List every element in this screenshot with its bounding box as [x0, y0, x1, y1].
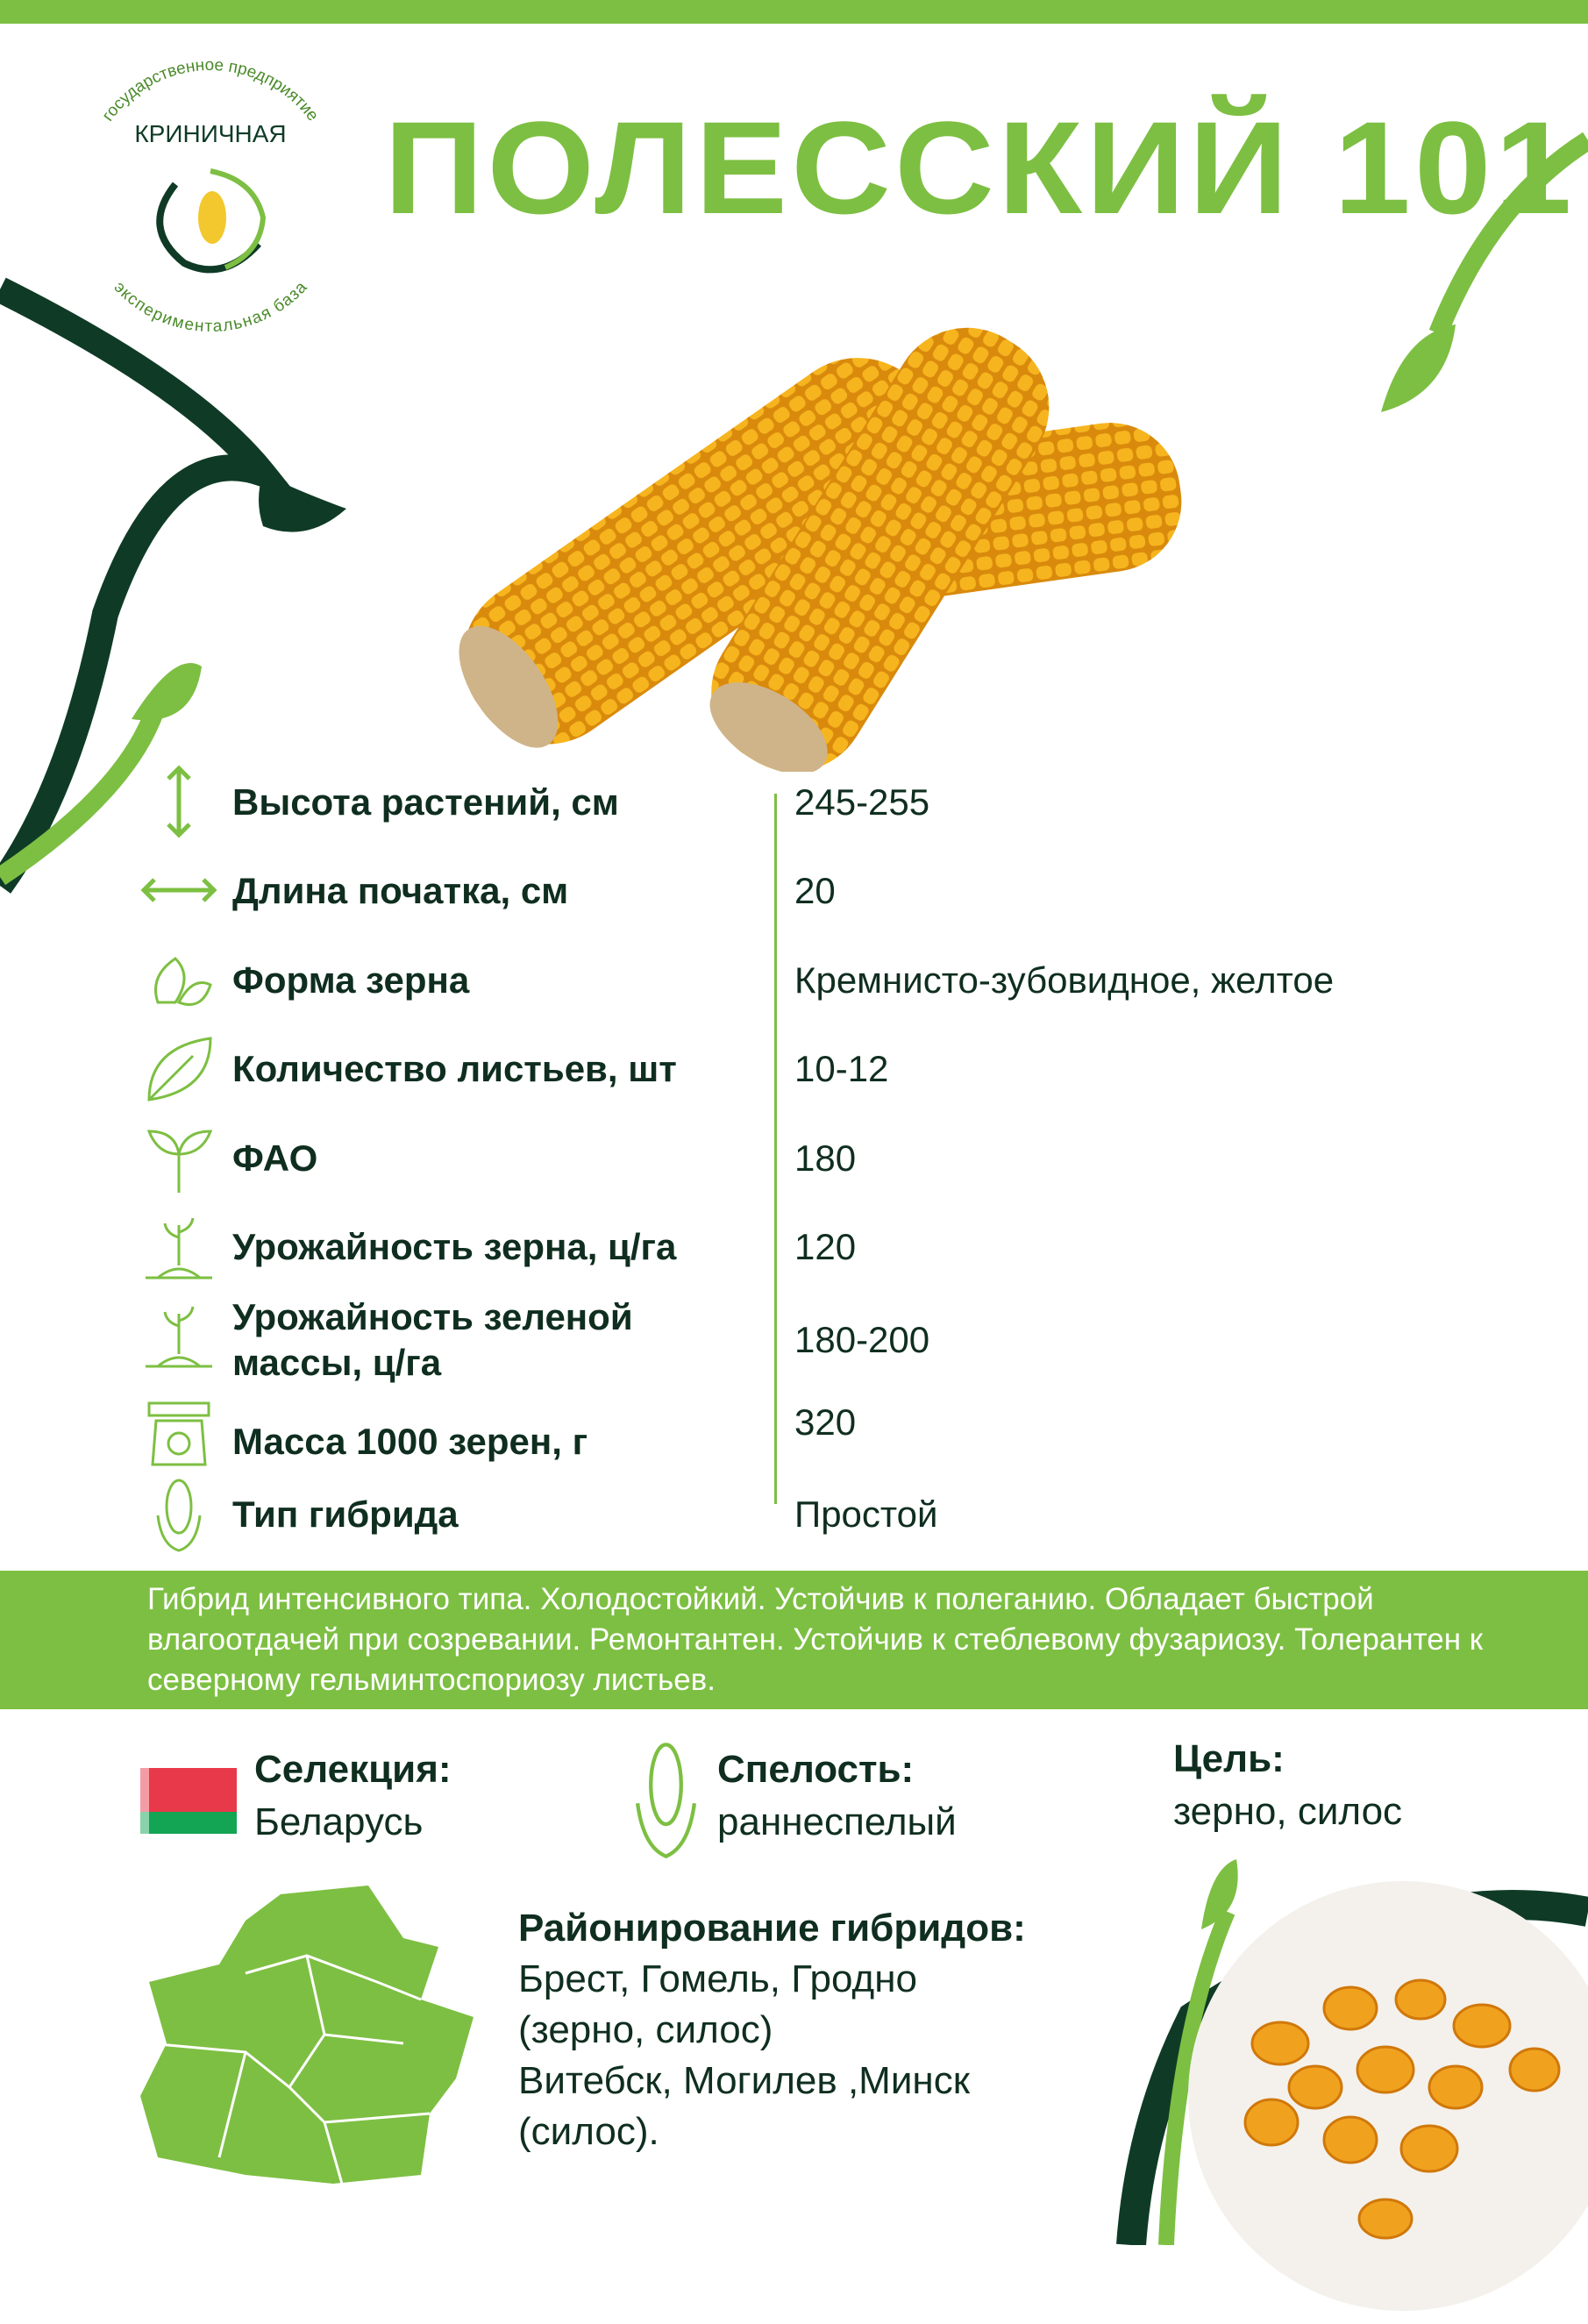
corn-icon	[624, 1741, 708, 1859]
belarus-flag-icon	[140, 1768, 237, 1834]
corn-cobs-image	[430, 219, 1210, 772]
seedling-icon	[140, 1296, 217, 1373]
zoning-block: Районирование гибридов: Брест, Гомель, Гродно (зерно, силос) Витебск, Могилев ,Минск (силос).	[518, 1907, 1026, 2153]
leaf-icon	[140, 1030, 217, 1107]
spec-row-ear-length: Длина початка, см 20	[140, 852, 1543, 930]
sprout-icon	[140, 1119, 217, 1196]
svg-text:экспериментальная база: экспериментальная база	[110, 278, 311, 337]
scale-icon	[140, 1394, 217, 1472]
seedling-icon	[140, 1208, 217, 1285]
spec-row-grain-yield: Урожайность зерна, ц/га 120	[140, 1208, 1543, 1287]
spec-row-fao: ФАО 180	[140, 1119, 1543, 1198]
ripeness-block: Спелость: раннеспелый	[717, 1748, 957, 1843]
svg-text:государственное предприятие: государственное предприятие	[98, 55, 323, 125]
belarus-regions-map	[140, 1886, 491, 2210]
description-text: Гибрид интенсивного типа. Холодостойкий. Устойчив к полеганию. Обладает быстрой влагоотдачей при созревании. Ремонтантен. Устойчив к стеблевому фузариозу. Толерантен к северному гельминтоспориозу листьев.	[147, 1582, 1484, 1697]
top-bar	[0, 0, 1588, 24]
spec-row-green-mass-yield: Урожайность зеленой массы, ц/га 180-200	[140, 1296, 1543, 1384]
corn-icon	[140, 1475, 217, 1552]
purpose-block: Цель: зерно, силос	[1173, 1737, 1403, 1833]
spec-row-height: Высота растений, см 245-255	[140, 763, 1543, 842]
svg-text:КРИНИЧНАЯ: КРИНИЧНАЯ	[134, 120, 287, 147]
logo	[75, 44, 346, 342]
spec-row-grain-shape: Форма зерна Кремнисто-зубовидное, желтое	[140, 941, 1543, 1020]
description-band	[0, 1571, 1588, 1709]
spec-row-leaves: Количество листьев, шт 10-12	[140, 1030, 1543, 1109]
vertical-arrows-icon	[140, 763, 217, 840]
corn-kernels-photo	[1175, 1868, 1588, 2324]
selection-block: Селекция: Беларусь	[254, 1748, 452, 1843]
page-title: ПОЛЕССКИЙ 101	[384, 94, 1576, 241]
spec-row-thousand-grain-mass: Масса 1000 зерен, г 320	[140, 1394, 1543, 1473]
spec-row-hybrid-type: Тип гибрида Простой	[140, 1475, 1543, 1554]
grain-shape-icon	[140, 941, 217, 1018]
horizontal-arrows-icon	[140, 852, 217, 929]
